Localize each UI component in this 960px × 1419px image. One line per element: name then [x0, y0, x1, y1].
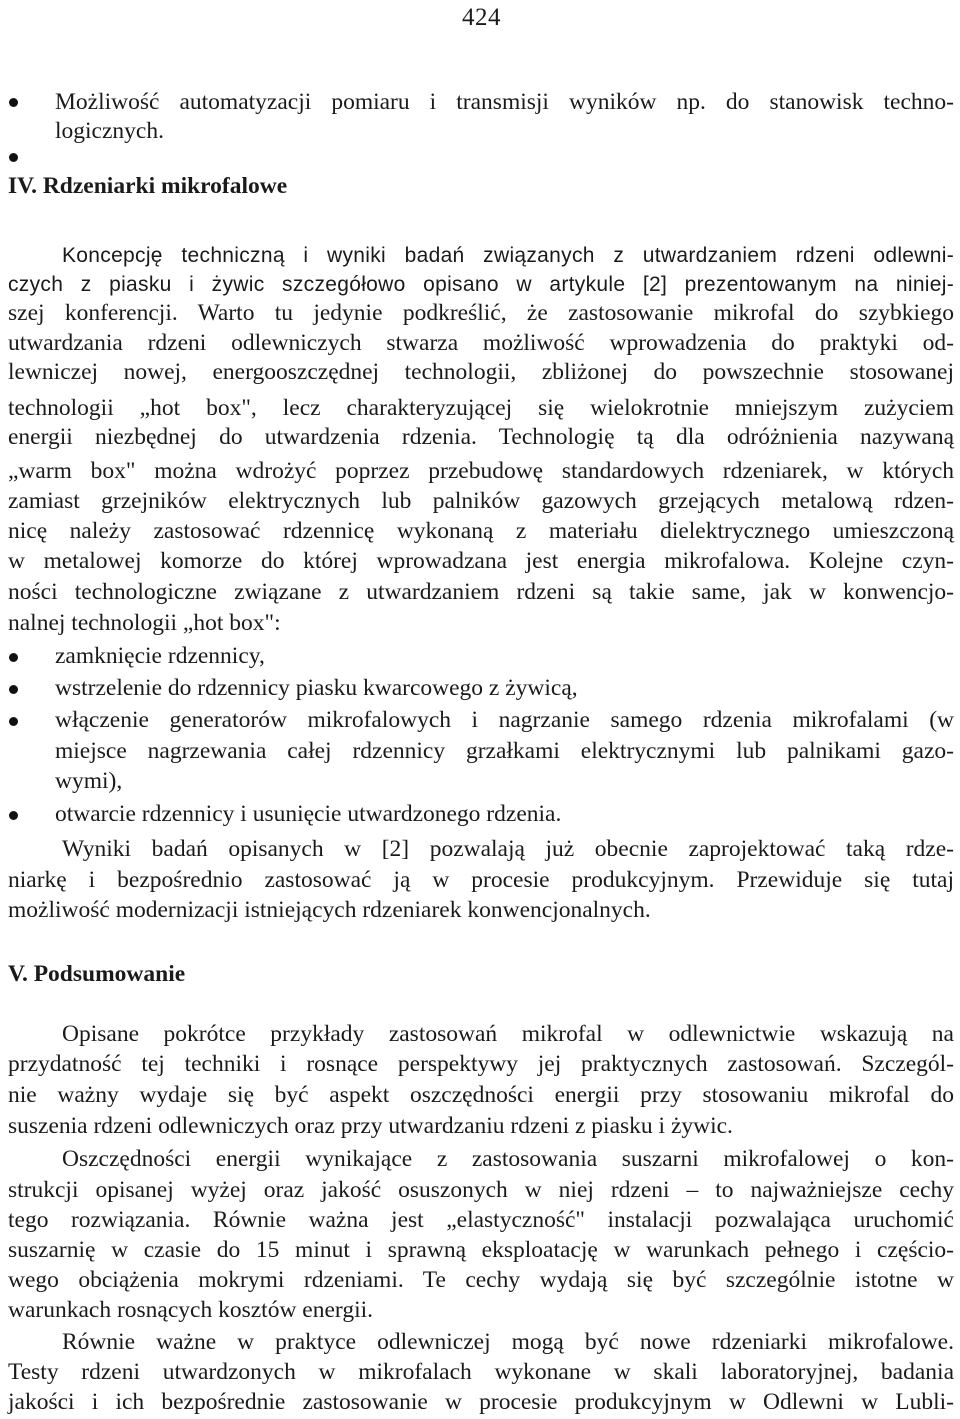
list-item: Możliwość automatyzacji pomiaru i transmisji wyników np. do stanowisk techno-: [55, 89, 954, 115]
paragraph-line: suszarnię w czasie do 15 minut i sprawną eksploatację w warunkach pełnego i częścio-: [8, 1237, 954, 1263]
bullet-icon: [9, 98, 18, 107]
paragraph-line: „warm box" można wdrożyć poprzez przebudowę standardowych rdzeniarek, w których: [8, 458, 954, 484]
paragraph-line: szej konferencji. Warto tu jedynie podkreślić, że zastosowanie mikrofal do szybkiego: [8, 300, 954, 326]
paragraph-line: nicę należy zastosować rdzennicę wykonaną z materiału dielektrycznego umieszczoną: [8, 518, 954, 544]
list-item: otwarcie rdzennicy i usunięcie utwardzonego rdzenia.: [55, 801, 562, 827]
paragraph-line: Wyniki badań opisanych w [2] pozwalają już obecnie zaprojektować taką rdze-: [62, 836, 954, 862]
paragraph-line: ności technologiczne związane z utwardzaniem rdzeni są takie same, jak w konwencjo-: [8, 579, 954, 605]
paragraph-line: warunkach rosnących kosztów energii.: [8, 1297, 373, 1323]
list-item-continuation: miejsce nagrzewania całej rdzennicy grzałkami elektrycznymi lub palnikami gazo-: [55, 738, 954, 764]
list-item: włączenie generatorów mikrofalowych i nagrzanie samego rdzenia mikrofalami (w: [55, 707, 954, 733]
paragraph-line: Opisane pokrótce przykłady zastosowań mikrofal w odlewnictwie wskazują na: [62, 1021, 954, 1047]
paragraph-line: jakości i ich bezpośrednie zastosowanie w procesie produkcyjnym w Odlewni w Lubli-: [8, 1389, 954, 1415]
section-heading: IV. Rdzeniarki mikrofalowe: [8, 173, 288, 199]
paragraph-line: nalnej technologii „hot box":: [8, 610, 281, 636]
paragraph-line: Równie ważne w praktyce odlewniczej mogą być nowe rdzeniarki mikrofalowe.: [62, 1329, 954, 1355]
section-heading: V. Podsumowanie: [8, 961, 186, 987]
page-number: 424: [462, 4, 501, 31]
paragraph-line: wego obciążenia mokrymi rdzeniami. Te cechy wydają się być szczególnie istotne w: [8, 1267, 954, 1293]
paragraph-line: strukcji opisanej wyżej oraz jakość osuszonych w niej rdzeni – to najważniejsze cechy: [8, 1177, 954, 1203]
list-item: wstrzelenie do rdzennicy piasku kwarcowego z żywicą,: [55, 675, 578, 701]
list-item-continuation: wymi),: [55, 768, 123, 794]
paragraph-line: czych z piasku i żywic szczegółowo opisano w artykule [2] prezentowanym na niniej-: [8, 273, 954, 296]
paragraph-line: Testy rdzeni utwardzonych w mikrofalach wykonane w skali laboratoryjnej, badania: [8, 1359, 954, 1385]
bullet-icon: [9, 653, 18, 662]
paragraph-line: przydatność tej techniki i rosnące perspektywy jej praktycznych zastosowań. Szczegól-: [8, 1051, 954, 1077]
paragraph-line: nie ważny wydaje się być aspekt oszczędności energii przy stosowaniu mikrofal do: [8, 1082, 954, 1108]
paragraph-line: niarkę i bezpośrednio zastosować ją w procesie produkcyjnym. Przewiduje się tutaj: [8, 867, 954, 893]
paragraph-line: lewniczej nowej, energooszczędnej technologii, zbliżonej do powszechnie stosowanej: [8, 359, 954, 385]
bullet-icon: [9, 811, 18, 820]
paragraph-line: suszenia rdzeni odlewniczych oraz przy utwardzaniu rdzeni z piasku i żywic.: [8, 1113, 733, 1139]
list-item-continuation: logicznych.: [55, 118, 164, 144]
paragraph-line: zamiast grzejników elektrycznych lub palników gazowych grzejących metalową rdzen-: [8, 488, 954, 514]
paragraph-line: możliwość modernizacji istniejących rdzeniarek konwencjonalnych.: [8, 897, 651, 923]
paragraph-line: Oszczędności energii wynikające z zastosowania suszarni mikrofalowej o kon-: [62, 1146, 954, 1172]
paragraph-line: utwardzania rdzeni odlewniczych stwarza możliwość wprowadzenia do praktyki od-: [8, 330, 954, 356]
bullet-icon: [9, 717, 18, 726]
paragraph-line: energii niezbędnej do utwardzenia rdzenia. Technologię tą dla odróżnienia nazywaną: [8, 424, 954, 450]
paragraph-line: tego rozwiązania. Równie ważna jest „elastyczność" instalacji pozwalająca uruchomić: [8, 1207, 954, 1233]
list-item: zamknięcie rdzennicy,: [55, 643, 265, 669]
paragraph-line: technologii „hot box", lecz charakteryzującej się wielokrotnie mniejszym zużyciem: [8, 395, 954, 421]
bullet-icon: [9, 153, 18, 162]
paragraph-line: w metalowej komorze do której wprowadzana jest energia mikrofalowa. Kolejne czyn-: [8, 548, 954, 574]
bullet-icon: [9, 685, 18, 694]
paragraph-line: Koncepcję techniczną i wyniki badań związanych z utwardzaniem rdzeni odlewni-: [62, 244, 954, 267]
